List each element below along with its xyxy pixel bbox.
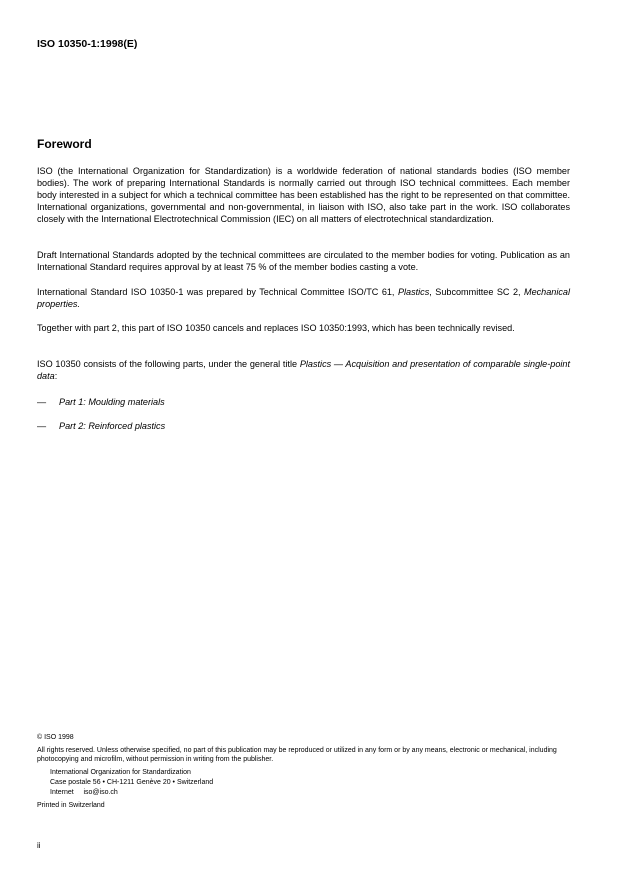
rights-statement: All rights reserved. Unless otherwise specified, no part of this publication may be reproduced or utilized in any form or by any means, electronic or mechanical, including photocopying and microfilm, without permission in writing from the publisher. — [37, 747, 557, 763]
paragraph-5-text-a: ISO 10350 consists of the following parts, under the general title — [37, 359, 300, 369]
organization-internet — [50, 788, 118, 797]
paragraph-2: Draft International Standards adopted by the technical committees are circulated to the member bodies for voting. Publication as an International Standard requires approval by at least 75 % of the member bodies casting a vote. — [37, 250, 570, 272]
paragraph-1: ISO (the International Organization for Standardization) is a worldwide federation of national standards bodies (ISO member bodies). The work of preparing International Standards is normally carried out through ISO technical committees. Each member body interested in a subject for which a technical committee has been established has the right to be represented on that committee. International organizations, governmental and non-governmental, in liaison with ISO, also take part in the work. ISO collaborates closely with the International Electrotechnical Commission (IEC) on all matters of electrotechnical standardization. — [37, 166, 570, 224]
page-number: ii — [37, 841, 41, 850]
paragraph-3 — [37, 287, 570, 311]
list-item-part-1 — [37, 397, 165, 409]
paragraph-3-text-a: International Standard ISO 10350-1 was prepared by Technical Committee ISO/TC 61, — [37, 287, 398, 297]
paragraph-3-text-c: , Subcommittee SC 2, — [429, 287, 524, 297]
paragraph-5-text-c: : — [54, 370, 58, 381]
list-item-label: Part 1: Moulding materials — [59, 397, 165, 407]
document-id: ISO 10350-1:1998(E) — [37, 38, 138, 50]
internet-label: Internet — [50, 789, 74, 796]
copyright-notice: © ISO 1998 — [37, 734, 74, 741]
paragraph-5-general-title: Plastics — Acquisition and presentation of comparable single-point data — [37, 359, 570, 381]
organization-name: International Organization for Standardization — [50, 769, 191, 776]
internet-email: iso@iso.ch — [83, 789, 118, 796]
paragraph-4: Together with part 2, this part of ISO 10350 cancels and replaces ISO 10350:1993, which has been technically revised. — [37, 323, 515, 333]
list-item-label: Part 2: Reinforced plastics — [59, 421, 166, 431]
paragraph-3-subcommittee-title: Mechanical properties. — [37, 287, 570, 309]
list-item-part-2 — [37, 421, 165, 433]
section-title: Foreword — [37, 137, 92, 151]
list-dash: — — [37, 397, 47, 407]
paragraph-3-plastics: Plastics — [397, 287, 430, 297]
list-dash: — — [37, 421, 47, 431]
organization-address: Case postale 56 • CH-1211 Genève 20 • Switzerland — [50, 779, 214, 786]
printed-in: Printed in Switzerland — [37, 802, 105, 809]
paragraph-5 — [37, 359, 570, 383]
